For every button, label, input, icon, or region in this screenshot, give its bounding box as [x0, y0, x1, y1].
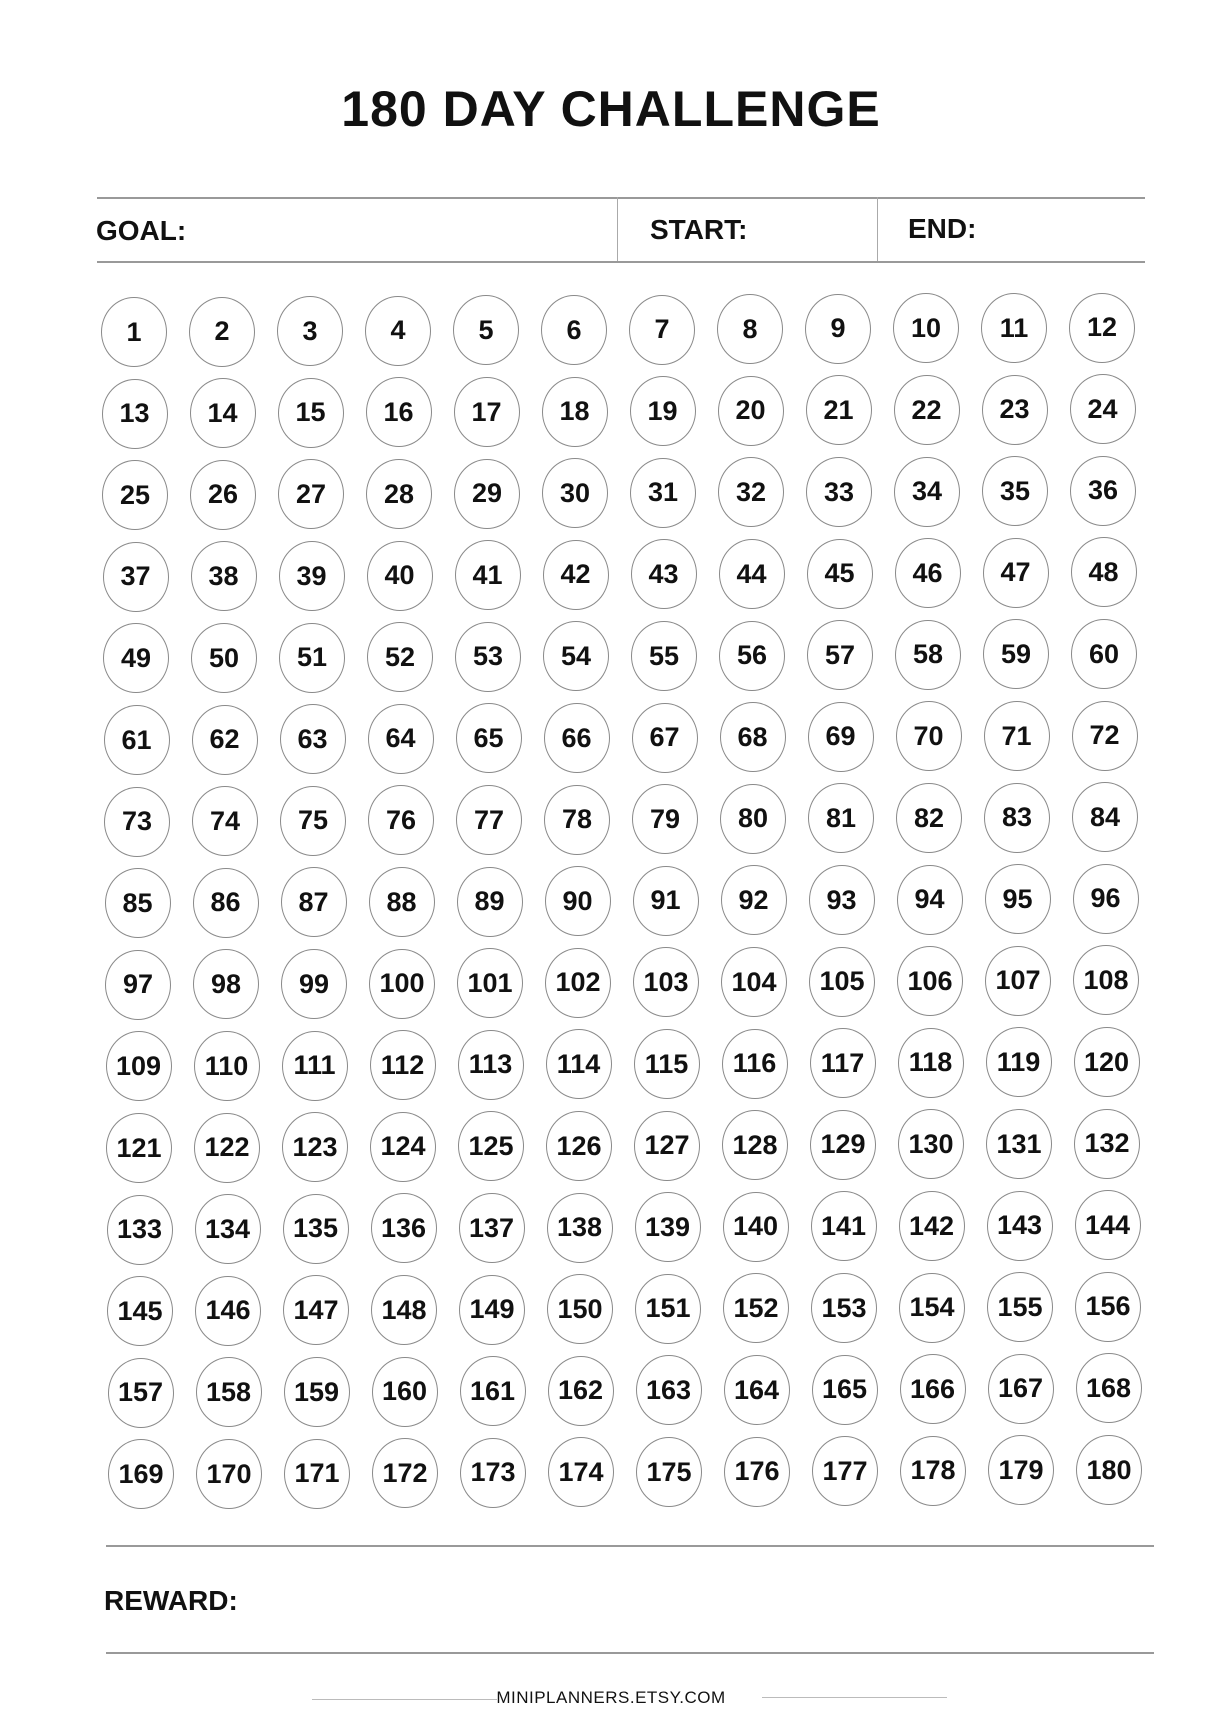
day-circle-138[interactable]: 138: [547, 1193, 613, 1263]
day-circle-77[interactable]: 77: [456, 785, 522, 855]
day-circle-126[interactable]: 126: [546, 1111, 612, 1181]
reward-bottom-divider: [106, 1652, 1154, 1654]
day-circle-113[interactable]: 113: [458, 1030, 524, 1100]
day-circle-140[interactable]: 140: [723, 1192, 789, 1262]
footer-line-right: [762, 1697, 947, 1698]
day-circle-124[interactable]: 124: [370, 1112, 436, 1182]
day-circle-101[interactable]: 101: [457, 948, 523, 1018]
day-circle-44[interactable]: 44: [719, 539, 785, 609]
day-circle-52[interactable]: 52: [367, 622, 433, 692]
day-circle-88[interactable]: 88: [369, 867, 435, 937]
day-circle-89[interactable]: 89: [457, 867, 523, 937]
day-circle-71[interactable]: 71: [984, 701, 1050, 771]
day-circle-68[interactable]: 68: [720, 702, 786, 772]
day-circle-160[interactable]: 160: [372, 1357, 438, 1427]
day-circle-99[interactable]: 99: [281, 949, 347, 1019]
day-circle-172[interactable]: 172: [372, 1438, 438, 1508]
day-circle-63[interactable]: 63: [280, 704, 346, 774]
day-circle-125[interactable]: 125: [458, 1111, 524, 1181]
day-circle-165[interactable]: 165: [812, 1355, 878, 1425]
day-circle-169[interactable]: 169: [108, 1439, 174, 1509]
day-circle-166[interactable]: 166: [900, 1354, 966, 1424]
day-circle-35[interactable]: 35: [982, 456, 1048, 526]
day-circle-117[interactable]: 117: [810, 1028, 876, 1098]
day-circle-122[interactable]: 122: [194, 1113, 260, 1183]
day-circle-56[interactable]: 56: [719, 621, 785, 691]
day-circle-22[interactable]: 22: [894, 375, 960, 445]
day-circle-149[interactable]: 149: [459, 1275, 525, 1345]
day-circle-121[interactable]: 121: [106, 1113, 172, 1183]
day-circle-170[interactable]: 170: [196, 1439, 262, 1509]
day-circle-16[interactable]: 16: [366, 377, 432, 447]
day-circle-85[interactable]: 85: [105, 868, 171, 938]
day-circle-129[interactable]: 129: [810, 1110, 876, 1180]
day-circle-153[interactable]: 153: [811, 1273, 877, 1343]
reward-label: REWARD:: [104, 1585, 238, 1616]
day-circle-130[interactable]: 130: [898, 1109, 964, 1179]
day-circle-4[interactable]: 4: [365, 296, 431, 366]
day-circle-26[interactable]: 26: [190, 460, 256, 530]
day-circle-67[interactable]: 67: [632, 703, 698, 773]
day-circle-144[interactable]: 144: [1075, 1190, 1141, 1260]
day-circle-31[interactable]: 31: [630, 458, 696, 528]
day-circle-171[interactable]: 171: [284, 1439, 350, 1509]
day-circle-41[interactable]: 41: [455, 540, 521, 610]
header-divider-2: [877, 197, 878, 261]
day-circle-134[interactable]: 134: [195, 1194, 261, 1264]
day-circle-51[interactable]: 51: [279, 623, 345, 693]
day-circle-73[interactable]: 73: [104, 787, 170, 857]
day-circle-86[interactable]: 86: [193, 868, 259, 938]
day-circle-105[interactable]: 105: [809, 947, 875, 1017]
day-circle-64[interactable]: 64: [368, 704, 434, 774]
day-circle-132[interactable]: 132: [1074, 1109, 1140, 1179]
day-circle-15[interactable]: 15: [278, 378, 344, 448]
day-circle-152[interactable]: 152: [723, 1273, 789, 1343]
header-top-divider: [97, 197, 1145, 199]
day-circle-115[interactable]: 115: [634, 1029, 700, 1099]
day-circle-36[interactable]: 36: [1070, 456, 1136, 526]
goal-input[interactable]: [200, 214, 604, 250]
day-circle-135[interactable]: 135: [283, 1194, 349, 1264]
day-circle-69[interactable]: 69: [808, 702, 874, 772]
day-circle-175[interactable]: 175: [636, 1437, 702, 1507]
day-circle-131[interactable]: 131: [986, 1109, 1052, 1179]
day-circle-116[interactable]: 116: [722, 1029, 788, 1099]
day-circle-70[interactable]: 70: [896, 701, 962, 771]
day-circle-40[interactable]: 40: [367, 541, 433, 611]
day-circle-120[interactable]: 120: [1074, 1027, 1140, 1097]
day-circle-147[interactable]: 147: [283, 1275, 349, 1345]
day-circle-142[interactable]: 142: [899, 1191, 965, 1261]
day-circle-114[interactable]: 114: [546, 1029, 612, 1099]
day-circle-54[interactable]: 54: [543, 621, 609, 691]
day-circle-7[interactable]: 7: [629, 295, 695, 365]
day-circle-158[interactable]: 158: [196, 1357, 262, 1427]
day-circle-27[interactable]: 27: [278, 459, 344, 529]
day-circle-38[interactable]: 38: [191, 541, 257, 611]
day-circle-11[interactable]: 11: [981, 293, 1047, 363]
day-circle-92[interactable]: 92: [721, 865, 787, 935]
header-bottom-divider: [97, 261, 1145, 263]
day-circle-148[interactable]: 148: [371, 1275, 437, 1345]
day-circle-173[interactable]: 173: [460, 1438, 526, 1508]
day-circle-24[interactable]: 24: [1070, 374, 1136, 444]
day-circle-157[interactable]: 157: [108, 1358, 174, 1428]
day-circle-29[interactable]: 29: [454, 459, 520, 529]
day-circle-104[interactable]: 104: [721, 947, 787, 1017]
day-circle-10[interactable]: 10: [893, 293, 959, 363]
day-circle-150[interactable]: 150: [547, 1274, 613, 1344]
header-divider-1: [617, 197, 618, 261]
day-circle-127[interactable]: 127: [634, 1111, 700, 1181]
day-circle-106[interactable]: 106: [897, 946, 963, 1016]
day-circle-72[interactable]: 72: [1072, 701, 1138, 771]
day-circle-109[interactable]: 109: [106, 1031, 172, 1101]
day-circle-13[interactable]: 13: [102, 379, 168, 449]
day-circle-12[interactable]: 12: [1069, 293, 1135, 363]
day-circle-176[interactable]: 176: [724, 1437, 790, 1507]
day-circle-123[interactable]: 123: [282, 1112, 348, 1182]
day-circle-42[interactable]: 42: [543, 540, 609, 610]
day-circle-30[interactable]: 30: [542, 458, 608, 528]
day-circle-84[interactable]: 84: [1072, 782, 1138, 852]
day-circle-14[interactable]: 14: [190, 378, 256, 448]
goal-label: GOAL:: [96, 215, 187, 246]
day-circle-137[interactable]: 137: [459, 1193, 525, 1263]
day-circle-141[interactable]: 141: [811, 1191, 877, 1261]
footer-text: MINIPLANNERS.ETSY.COM: [496, 1688, 726, 1707]
day-circle-133[interactable]: 133: [107, 1195, 173, 1265]
day-circle-146[interactable]: 146: [195, 1276, 261, 1346]
day-circle-163[interactable]: 163: [636, 1355, 702, 1425]
day-circle-80[interactable]: 80: [720, 784, 786, 854]
day-circle-45[interactable]: 45: [807, 539, 873, 609]
day-circle-5[interactable]: 5: [453, 295, 519, 365]
day-circle-18[interactable]: 18: [542, 377, 608, 447]
day-circle-96[interactable]: 96: [1073, 864, 1139, 934]
day-circle-128[interactable]: 128: [722, 1110, 788, 1180]
day-circle-55[interactable]: 55: [631, 621, 697, 691]
day-circle-107[interactable]: 107: [985, 946, 1051, 1016]
day-circle-28[interactable]: 28: [366, 459, 432, 529]
day-circle-174[interactable]: 174: [548, 1437, 614, 1507]
day-circle-143[interactable]: 143: [987, 1191, 1053, 1261]
day-circle-79[interactable]: 79: [632, 784, 698, 854]
day-circle-98[interactable]: 98: [193, 949, 259, 1019]
end-input[interactable]: [995, 212, 1144, 248]
day-circle-58[interactable]: 58: [895, 620, 961, 690]
day-circle-43[interactable]: 43: [631, 539, 697, 609]
day-circle-57[interactable]: 57: [807, 620, 873, 690]
day-circle-145[interactable]: 145: [107, 1276, 173, 1346]
day-circle-91[interactable]: 91: [633, 866, 699, 936]
day-circle-112[interactable]: 112: [370, 1030, 436, 1100]
day-circle-108[interactable]: 108: [1073, 945, 1139, 1015]
day-circle-59[interactable]: 59: [983, 619, 1049, 689]
day-circle-39[interactable]: 39: [279, 541, 345, 611]
day-circle-8[interactable]: 8: [717, 294, 783, 364]
day-circle-66[interactable]: 66: [544, 703, 610, 773]
day-circle-17[interactable]: 17: [454, 377, 520, 447]
day-circle-81[interactable]: 81: [808, 783, 874, 853]
day-circle-62[interactable]: 62: [192, 705, 258, 775]
day-circle-34[interactable]: 34: [894, 457, 960, 527]
end-label: END:: [908, 213, 977, 244]
day-circle-154[interactable]: 154: [899, 1273, 965, 1343]
page-title: 180 DAY CHALLENGE: [341, 81, 881, 137]
day-circle-32[interactable]: 32: [718, 457, 784, 527]
day-circle-110[interactable]: 110: [194, 1031, 260, 1101]
day-circle-53[interactable]: 53: [455, 622, 521, 692]
day-circle-21[interactable]: 21: [806, 375, 872, 445]
day-circle-20[interactable]: 20: [718, 376, 784, 446]
day-circle-178[interactable]: 178: [900, 1436, 966, 1506]
day-circle-159[interactable]: 159: [284, 1357, 350, 1427]
day-circle-82[interactable]: 82: [896, 783, 962, 853]
day-circle-78[interactable]: 78: [544, 785, 610, 855]
day-circle-162[interactable]: 162: [548, 1356, 614, 1426]
day-circle-97[interactable]: 97: [105, 950, 171, 1020]
day-circle-90[interactable]: 90: [545, 866, 611, 936]
day-circle-76[interactable]: 76: [368, 785, 434, 855]
day-circle-95[interactable]: 95: [985, 864, 1051, 934]
day-circle-25[interactable]: 25: [102, 460, 168, 530]
day-circle-103[interactable]: 103: [633, 947, 699, 1017]
day-circle-161[interactable]: 161: [460, 1356, 526, 1426]
day-circle-3[interactable]: 3: [277, 296, 343, 366]
day-circle-9[interactable]: 9: [805, 294, 871, 364]
day-circle-61[interactable]: 61: [104, 705, 170, 775]
day-circle-19[interactable]: 19: [630, 376, 696, 446]
day-circle-180[interactable]: 180: [1076, 1435, 1142, 1505]
day-circle-177[interactable]: 177: [812, 1436, 878, 1506]
day-circle-46[interactable]: 46: [895, 538, 961, 608]
day-circle-87[interactable]: 87: [281, 867, 347, 937]
day-circle-60[interactable]: 60: [1071, 619, 1137, 689]
day-circle-48[interactable]: 48: [1071, 537, 1137, 607]
day-circle-37[interactable]: 37: [103, 542, 169, 612]
day-circle-23[interactable]: 23: [982, 375, 1048, 445]
day-circle-49[interactable]: 49: [103, 623, 169, 693]
day-circle-2[interactable]: 2: [189, 297, 255, 367]
day-circle-155[interactable]: 155: [987, 1272, 1053, 1342]
day-circle-119[interactable]: 119: [986, 1027, 1052, 1097]
day-circle-75[interactable]: 75: [280, 786, 346, 856]
reward-input[interactable]: [270, 1584, 1144, 1620]
day-circle-6[interactable]: 6: [541, 295, 607, 365]
reward-top-divider: [106, 1545, 1154, 1547]
day-circle-65[interactable]: 65: [456, 703, 522, 773]
day-circle-102[interactable]: 102: [545, 948, 611, 1018]
day-circle-74[interactable]: 74: [192, 786, 258, 856]
day-circle-136[interactable]: 136: [371, 1193, 437, 1263]
day-circle-50[interactable]: 50: [191, 623, 257, 693]
day-circle-93[interactable]: 93: [809, 865, 875, 935]
day-circle-94[interactable]: 94: [897, 865, 963, 935]
day-circle-33[interactable]: 33: [806, 457, 872, 527]
day-circle-118[interactable]: 118: [898, 1028, 964, 1098]
day-circle-1[interactable]: 1: [101, 297, 167, 367]
day-circle-151[interactable]: 151: [635, 1274, 701, 1344]
day-circle-168[interactable]: 168: [1076, 1353, 1142, 1423]
day-circle-100[interactable]: 100: [369, 949, 435, 1019]
day-circle-179[interactable]: 179: [988, 1435, 1054, 1505]
start-input[interactable]: [765, 213, 869, 249]
start-label: START:: [650, 214, 748, 245]
day-circle-47[interactable]: 47: [983, 538, 1049, 608]
day-circle-156[interactable]: 156: [1075, 1272, 1141, 1342]
day-circle-83[interactable]: 83: [984, 783, 1050, 853]
day-circle-139[interactable]: 139: [635, 1192, 701, 1262]
day-circle-167[interactable]: 167: [988, 1354, 1054, 1424]
day-circle-164[interactable]: 164: [724, 1355, 790, 1425]
day-circle-111[interactable]: 111: [282, 1031, 348, 1101]
